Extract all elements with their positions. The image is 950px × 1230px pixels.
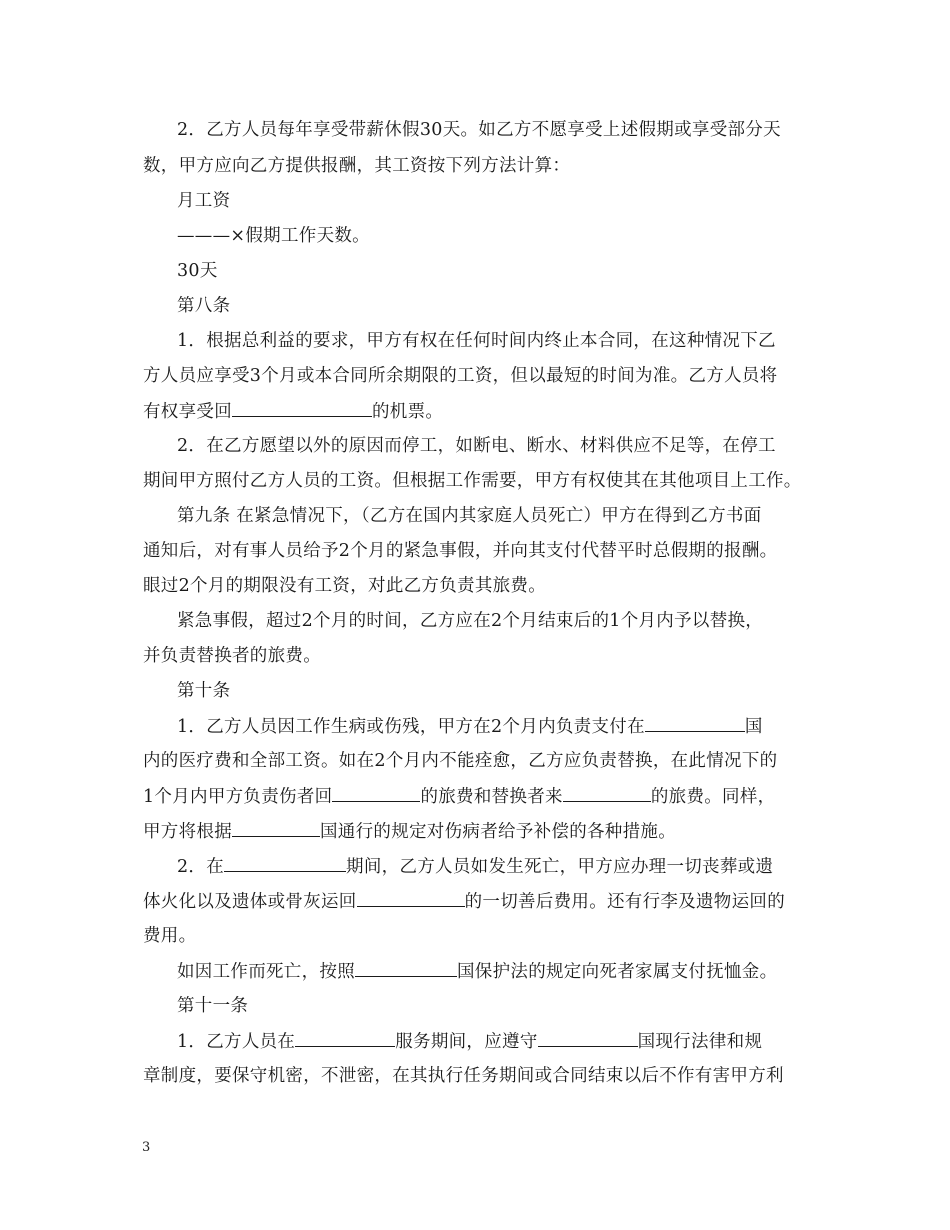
fill-blank (232, 819, 320, 837)
formula-line: ———×假期工作天数。 (177, 226, 370, 246)
paragraph-line: 章制度，要保守机密，不泄密，在其执行任务期间或合同结束以后不作有害甲方利 (143, 1066, 784, 1086)
fill-blank (232, 399, 372, 417)
paragraph-line: 通知后，对有事人员给予2个月的紧急事假，并向其支付代替平时总假期的报酬。 (143, 541, 778, 561)
paragraph-line: 1．乙方人员在 服务期间，应遵守 国现行法律和规 (0, 1029, 950, 1053)
paragraph-line: 1．乙方人员因工作生病或伤残，甲方在2个月内负责支付在 国 (0, 714, 950, 738)
paragraph-line: 甲方将根据 国通行的规定对伤病者给予补偿的各种措施。 (0, 819, 950, 843)
paragraph-line: 1个月内甲方负责伤者回 的旅费和替换者来 的旅费。同样， (0, 784, 950, 808)
formula-numerator: 月工资 (177, 191, 231, 211)
fill-blank (332, 784, 420, 802)
paragraph-line: 2．在 期间，乙方人员如发生死亡，甲方应办理一切丧葬或遗 (0, 854, 950, 878)
paragraph-line: 并负责替换者的旅费。 (143, 646, 321, 666)
fill-blank (224, 854, 346, 872)
paragraph-line: 眼过2个月的期限没有工资，对此乙方负责其旅费。 (143, 576, 547, 596)
paragraph-line: 如因工作而死亡，按照 国保护法的规定向死者家属支付抚恤金。 (0, 959, 950, 983)
paragraph-line: 费用。 (143, 926, 197, 946)
article-heading: 第十一条 (177, 996, 249, 1016)
article-heading: 第十条 (177, 681, 231, 701)
paragraph-line: 期间甲方照付乙方人员的工资。但根据工作需要，甲方有权使其在其他项目上工作。 (143, 471, 802, 491)
paragraph-line: 2．乙方人员每年享受带薪休假30天。如乙方不愿享受上述假期或享受部分天 (177, 120, 781, 140)
fill-blank (295, 1029, 395, 1047)
article-heading: 第八条 (177, 296, 231, 316)
fill-blank (355, 959, 457, 977)
paragraph-line: 1．根据总利益的要求，甲方有权在任何时间内终止本合同，在这种情况下乙 (177, 331, 776, 351)
paragraph-line: 体火化以及遗体或骨灰运回 的一切善后费用。还有行李及遗物运回的 (0, 889, 950, 913)
formula-denominator: 30天 (177, 261, 218, 281)
fill-blank (563, 784, 651, 802)
fill-blank (538, 1029, 638, 1047)
paragraph-line: 有权享受回 的机票。 (0, 399, 950, 423)
fill-blank (645, 714, 745, 732)
paragraph-line: 方人员应享受3个月或本合同所余期限的工资，但以最短的时间为准。乙方人员将 (143, 366, 778, 386)
fill-blank (357, 889, 465, 907)
paragraph-line: 紧急事假，超过2个月的时间，乙方应在2个月结束后的1个月内予以替换， (177, 611, 764, 631)
paragraph-line: 内的医疗费和全部工资。如在2个月内不能痊愈，乙方应负责替换，在此情况下的 (143, 751, 778, 771)
paragraph-line: 2．在乙方愿望以外的原因而停工，如断电、断水、材料供应不足等，在停工 (177, 436, 776, 456)
paragraph-line: 数，甲方应向乙方提供报酬，其工资按下列方法计算： (143, 156, 571, 176)
paragraph-line: 第九条 在紧急情况下，（乙方在国内其家庭人员死亡）甲方在得到乙方书面 (177, 506, 762, 526)
page-number: 3 (142, 1140, 151, 1155)
